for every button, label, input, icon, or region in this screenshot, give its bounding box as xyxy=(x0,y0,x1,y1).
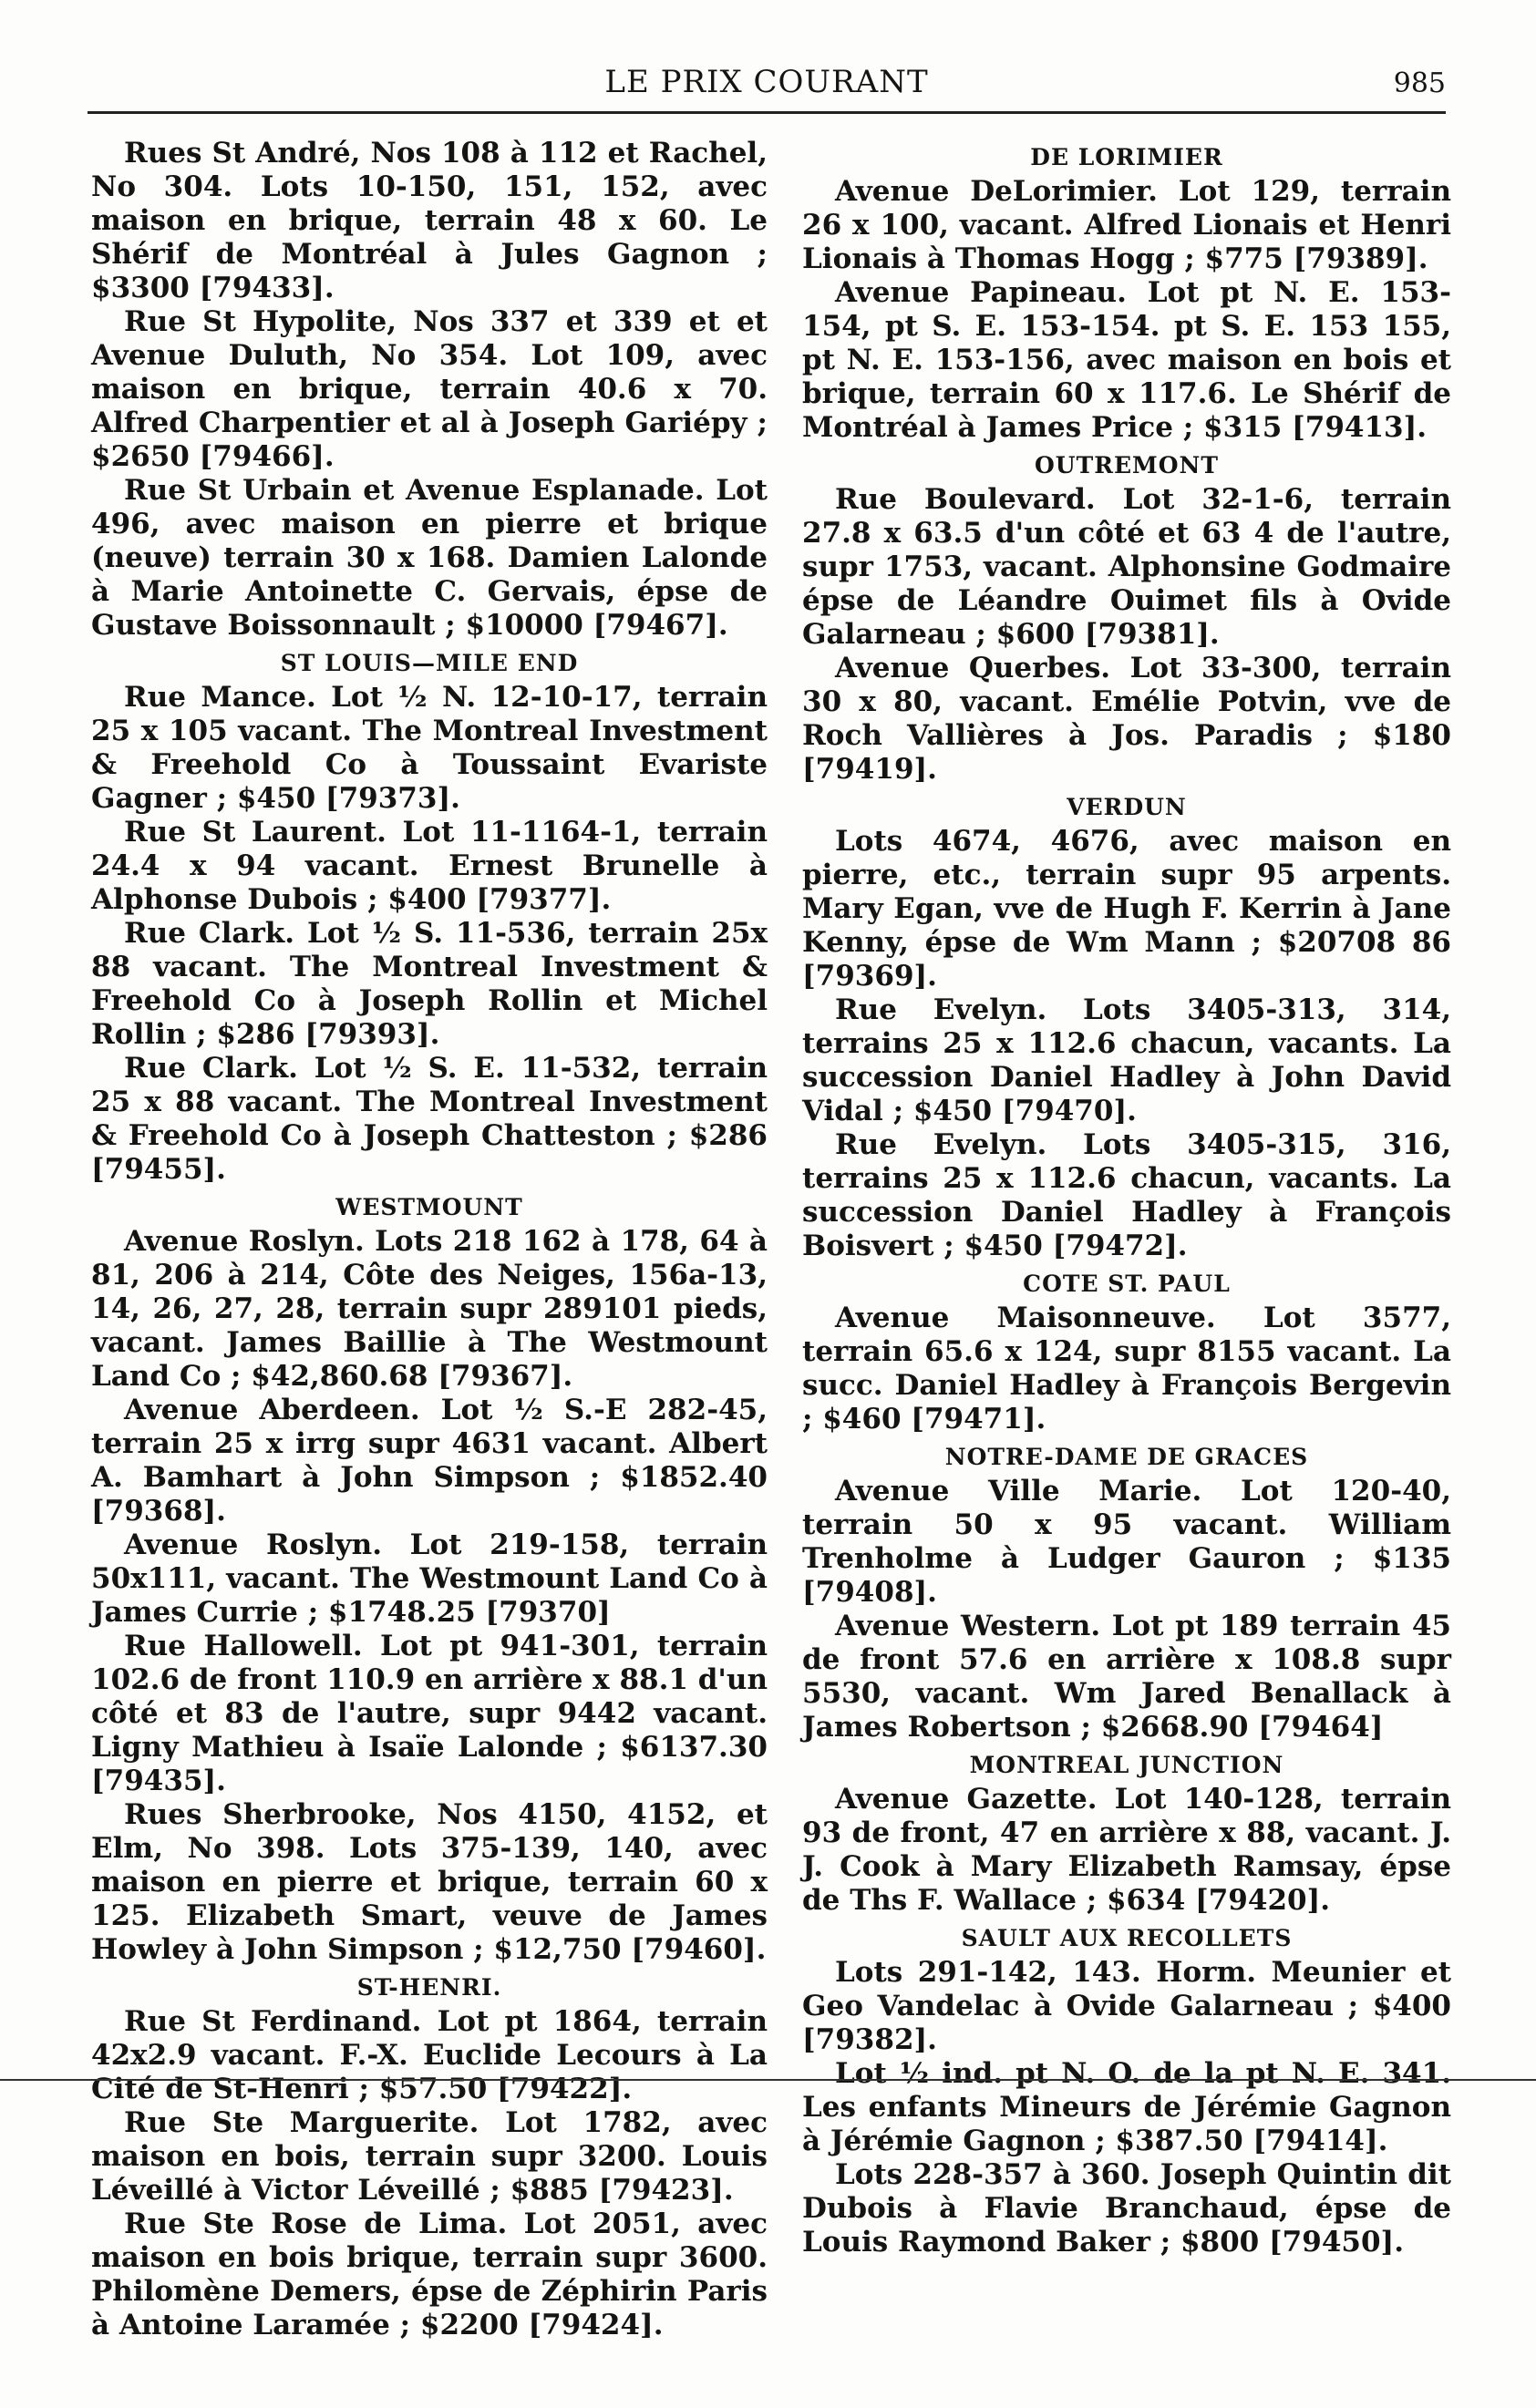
property-entry: Avenue Roslyn. Lots 218 162 à 178, 64 à 81, 206 à 214, Côte des Neiges, 156a-13, 14, 26, 27, 28, terrain supr 289101 pieds, vacant. James Baillie à The Westmount Land Co ; $42,860.68 [79367]. xyxy=(91,1225,768,1393)
property-entry: Lot ½ ind. pt N. O. de la pt N. E. 341. Les enfants Mineurs de Jérémie Gagnon à Jérémie Gagnon ; $387.50 [79414]. xyxy=(802,2057,1451,2157)
page-number: 985 xyxy=(1393,67,1446,99)
property-entry: Lots 4674, 4676, avec maison en pierre, etc., terrain supr 95 arpents. Mary Egan, vve de Hugh F. Kerrin à Jane Kenny, épse de Wm Mann ; $20708 86 [79369]. xyxy=(802,825,1451,993)
page-header xyxy=(88,57,1446,109)
page-cut-line xyxy=(0,2079,1536,2081)
property-entry: Avenue Ville Marie. Lot 120-40, terrain 50 x 95 vacant. William Trenholme à Ludger Gauron ; $135 [79408]. xyxy=(802,1475,1451,1609)
section-heading: DE LORIMIER xyxy=(1030,144,1223,170)
section-heading: WESTMOUNT xyxy=(335,1194,523,1220)
section-heading: ST-HENRI. xyxy=(356,1974,502,2001)
section-heading: OUTREMONT xyxy=(1035,452,1219,479)
section-heading: SAULT AUX RECOLLETS xyxy=(961,1925,1293,1951)
property-entry: Rue St Ferdinand. Lot pt 1864, terrain 42x2.9 vacant. F.-X. Euclide Lecours à La Cité de St-Henri ; $57.50 [79422]. xyxy=(91,2005,768,2105)
property-entry: Rue St Laurent. Lot 11-1164-1, terrain 24.4 x 94 vacant. Ernest Brunelle à Alphonse Dubois ; $400 [79377]. xyxy=(91,816,768,916)
property-entry: Avenue Querbes. Lot 33-300, terrain 30 x 80, vacant. Emélie Potvin, vve de Roch Vallières à Jos. Paradis ; $180 [79419]. xyxy=(802,652,1451,786)
publication-title: LE PRIX COURANT xyxy=(604,64,929,100)
property-entry: Rue Clark. Lot ½ S. E. 11-532, terrain 25 x 88 vacant. The Montreal Investment & Freehold Co à Joseph Chatteston ; $286 [79455]. xyxy=(91,1052,768,1186)
property-entry: Avenue DeLorimier. Lot 129, terrain 26 x 100, vacant. Alfred Lionais et Henri Lionais à Thomas Hogg ; $775 [79389]. xyxy=(802,175,1451,275)
property-entry: Rue Ste Rose de Lima. Lot 2051, avec maison en bois brique, terrain supr 3600. Philomène Demers, épse de Zéphirin Paris à Antoine Laramée ; $2200 [79424]. xyxy=(91,2207,768,2341)
property-entry: Rue Ste Marguerite. Lot 1782, avec maison en bois, terrain supr 3200. Louis Léveillé à Victor Léveillé ; $885 [79423]. xyxy=(91,2106,768,2207)
property-entry: Avenue Roslyn. Lot 219-158, terrain 50x111, vacant. The Westmount Land Co à James Currie ; $1748.25 [79370] xyxy=(91,1528,768,1629)
property-entry: Rue Evelyn. Lots 3405-313, 314, terrains 25 x 112.6 chacun, vacants. La succession Daniel Hadley à John David Vidal ; $450 [79470]. xyxy=(802,993,1451,1127)
header-rule xyxy=(88,111,1446,114)
property-entry: Rue Mance. Lot ½ N. 12-10-17, terrain 25 x 105 vacant. The Montreal Investment & Freehold Co à Toussaint Evariste Gagner ; $450 [79373]. xyxy=(91,681,768,815)
property-entry: Rue Boulevard. Lot 32-1-6, terrain 27.8 x 63.5 d'un côté et 63 4 de l'autre, supr 1753, vacant. Alphonsine Godmaire épse de Léandre Ouimet fils à Ovide Galarneau ; $600 [79381]. xyxy=(802,483,1451,651)
right-column xyxy=(802,137,1451,2259)
property-entry: Rue St Urbain et Avenue Esplanade. Lot 496, avec maison en pierre et brique (neuve) terrain 30 x 168. Damien Lalonde à Marie Antoinette C. Gervais, épse de Gustave Boissonnault ; $10000 [79467]. xyxy=(91,474,768,642)
property-entry: Avenue Aberdeen. Lot ½ S.-E 282-45, terrain 25 x irrg supr 4631 vacant. Albert A. Bamhart à John Simpson ; $1852.40 [79368]. xyxy=(91,1394,768,1528)
property-entry: Avenue Maisonneuve. Lot 3577, terrain 65.6 x 124, supr 8155 vacant. La succ. Daniel Hadley à François Bergevin ; $460 [79471]. xyxy=(802,1302,1451,1436)
property-entry: Avenue Gazette. Lot 140-128, terrain 93 de front, 47 en arrière x 88, vacant. J. J. Cook à Mary Elizabeth Ramsay, épse de Ths F. Wallace ; $634 [79420]. xyxy=(802,1783,1451,1917)
property-entry: Rue Clark. Lot ½ S. 11-536, terrain 25x 88 vacant. The Montreal Investment & Freehold Co à Joseph Rollin et Michel Rollin ; $286 [79393]. xyxy=(91,917,768,1051)
section-heading: NOTRE-DAME DE GRACES xyxy=(944,1444,1309,1470)
property-entry: Rues St André, Nos 108 à 112 et Rachel, No 304. Lots 10-150, 151, 152, avec maison en brique, terrain 48 x 60. Le Shérif de Montréal à Jules Gagnon ; $3300 [79433]. xyxy=(91,137,768,304)
property-entry: Lots 291-142, 143. Horm. Meunier et Geo Vandelac à Ovide Galarneau ; $400 [79382]. xyxy=(802,1956,1451,2056)
property-entry: Rues Sherbrooke, Nos 4150, 4152, et Elm, No 398. Lots 375-139, 140, avec maison en pierre et brique, terrain 60 x 125. Elizabeth Smart, veuve de James Howley à John Simpson ; $12,750 [79460]. xyxy=(91,1798,768,1966)
property-entry: Avenue Western. Lot pt 189 terrain 45 de front 57.6 en arrière x 108.8 supr 5530, vacant. Wm Jared Benallack à James Robertson ; $2668.90 [79464] xyxy=(802,1610,1451,1744)
property-entry: Avenue Papineau. Lot pt N. E. 153-154, pt S. E. 153-154. pt S. E. 153 155, pt N. E. 153-156, avec maison en bois et brique, terrain 60 x 117.6. Le Shérif de Montréal à James Price ; $315 [79413]. xyxy=(802,276,1451,444)
section-heading: ST LOUIS—MILE END xyxy=(280,650,579,676)
property-entry: Lots 228-357 à 360. Joseph Quintin dit Dubois à Flavie Branchaud, épse de Louis Raymond Baker ; $800 [79450]. xyxy=(802,2158,1451,2259)
property-entry: Rue Evelyn. Lots 3405-315, 316, terrains 25 x 112.6 chacun, vacants. La succession Daniel Hadley à François Boisvert ; $450 [79472]. xyxy=(802,1128,1451,1262)
section-heading: COTE ST. PAUL xyxy=(1023,1271,1231,1297)
property-entry: Rue St Hypolite, Nos 337 et 339 et et Avenue Duluth, No 354. Lot 109, avec maison en brique, terrain 40.6 x 70. Alfred Charpentier et al à Joseph Gariépy ; $2650 [79466]. xyxy=(91,305,768,473)
property-entry: Rue Hallowell. Lot pt 941-301, terrain 102.6 de front 110.9 en arrière x 88.1 d'un côté et 83 de l'autre, supr 9442 vacant. Ligny Mathieu à Isaïe Lalonde ; $6137.30 [79435]. xyxy=(91,1630,768,1797)
section-heading: VERDUN xyxy=(1067,794,1187,820)
left-column xyxy=(91,137,768,2342)
section-heading: MONTREAL JUNCTION xyxy=(969,1752,1284,1778)
